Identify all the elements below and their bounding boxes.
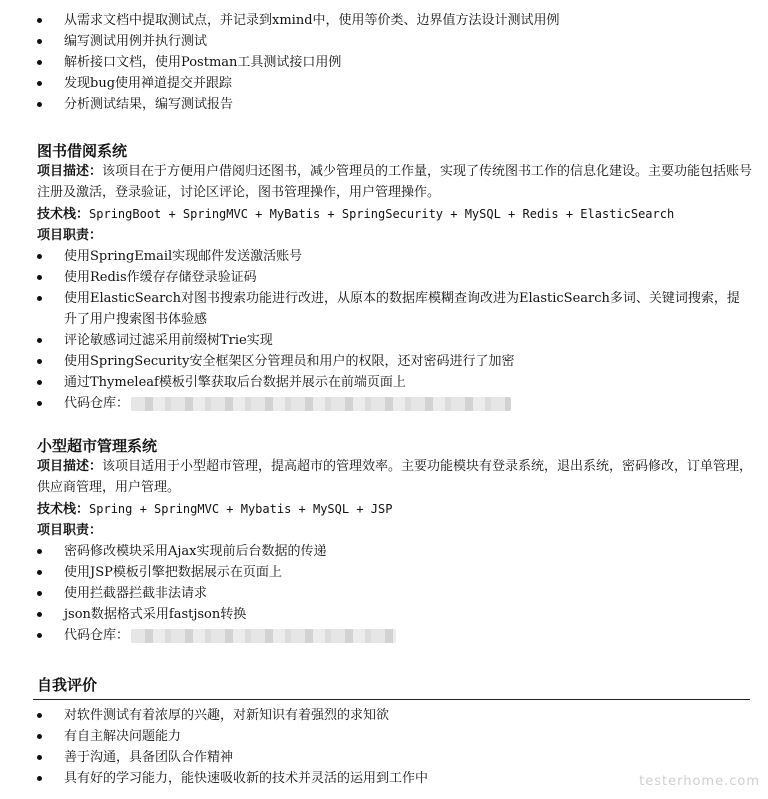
- repo-label: 代码仓库：: [64, 396, 130, 411]
- bullet-icon: [37, 296, 42, 301]
- tech-stack: [37, 204, 753, 225]
- list-item: 具有好的学习能力，能快速吸收新的技术并灵活的运用到工作中: [0, 768, 768, 789]
- list-item: 使用拦截器拦截非法请求: [0, 583, 768, 604]
- list-item: json数据格式采用fastjson转换: [0, 604, 768, 625]
- bullet-icon: [37, 338, 42, 343]
- top-duty-list: [0, 10, 768, 115]
- redacted-repo-link: [131, 629, 396, 643]
- bullet-icon: [37, 591, 42, 596]
- description-text: 该项目适用于小型超市管理，提高超市的管理效率。主要功能模块有登录系统，退出系统，密码修改，订单管理，供应商管理，用户管理。: [37, 459, 753, 495]
- list-item: 分析测试结果，编写测试报告: [0, 94, 768, 115]
- bullet-icon: [37, 254, 42, 259]
- list-item: 使用Redis作缓存存储登录验证码: [0, 267, 768, 288]
- list-item: [0, 625, 768, 646]
- list-item: 对软件测试有着浓厚的兴趣，对新知识有着强烈的求知欲: [0, 705, 768, 726]
- description-label: 项目描述：: [37, 164, 103, 179]
- section-divider: [33, 699, 750, 700]
- bullet-icon: [37, 60, 42, 65]
- project-description: [37, 161, 753, 203]
- bullet-icon: [37, 401, 42, 406]
- project-description: [37, 456, 753, 498]
- project-title: 小型超市管理系统: [37, 437, 158, 455]
- tech-stack-text: SpringBoot + SpringMVC + MyBatis + SpringSecurity + MySQL + Redis + ElasticSearch: [89, 207, 675, 221]
- redacted-repo-link: [131, 397, 511, 411]
- tech-stack-text: Spring + SpringMVC + Mybatis + MySQL + JSP: [89, 502, 393, 516]
- watermark: testerhome.com: [639, 774, 760, 789]
- list-item: 使用JSP模板引擎把数据展示在页面上: [0, 562, 768, 583]
- section-title: 自我评价: [37, 676, 98, 694]
- duty-heading: 项目职责：: [37, 228, 103, 243]
- project-title: 图书借阅系统: [37, 142, 128, 160]
- list-item: 从需求文档中提取测试点，并记录到xmind中，使用等价类、边界值方法设计测试用例: [0, 10, 768, 31]
- bullet-icon: [37, 570, 42, 575]
- tech-stack-label: 技术栈：: [37, 502, 90, 517]
- list-item: 有自主解决问题能力: [0, 726, 768, 747]
- description-label: 项目描述：: [37, 459, 103, 474]
- bullet-icon: [37, 776, 42, 781]
- bullet-icon: [37, 39, 42, 44]
- repo-label: 代码仓库：: [64, 628, 130, 643]
- list-item: 使用SpringSecurity安全框架区分管理员和用户的权限，还对密码进行了加密: [0, 351, 768, 372]
- list-item: 使用SpringEmail实现邮件发送激活账号: [0, 246, 768, 267]
- list-item: 编写测试用例并执行测试: [0, 31, 768, 52]
- list-item: 善于沟通，具备团队合作精神: [0, 747, 768, 768]
- list-item: 密码修改模块采用Ajax实现前后台数据的传递: [0, 541, 768, 562]
- bullet-icon: [37, 102, 42, 107]
- tech-stack-label: 技术栈：: [37, 207, 90, 222]
- list-item: 解析接口文档，使用Postman工具测试接口用例: [0, 52, 768, 73]
- list-item: 通过Thymeleaf模板引擎获取后台数据并展示在前端页面上: [0, 372, 768, 393]
- bullet-icon: [37, 713, 42, 718]
- bullet-icon: [37, 633, 42, 638]
- bullet-icon: [37, 380, 42, 385]
- bullet-icon: [37, 359, 42, 364]
- duty-heading: 项目职责：: [37, 523, 103, 538]
- bullet-icon: [37, 755, 42, 760]
- bullet-icon: [37, 81, 42, 86]
- list-item: 评论敏感词过滤采用前缀树Trie实现: [0, 330, 768, 351]
- project2-duty-list: [0, 541, 768, 646]
- bullet-icon: [37, 549, 42, 554]
- tech-stack: [37, 499, 753, 520]
- list-item: 使用ElasticSearch对图书搜索功能进行改进，从原本的数据库模糊查询改进为ElasticSearch多词、关键词搜索，提升了用户搜索图书体验感: [0, 288, 768, 330]
- list-item: [0, 393, 768, 414]
- bullet-icon: [37, 734, 42, 739]
- description-text: 该项目在于方便用户借阅归还图书，减少管理员的工作量，实现了传统图书工作的信息化建设。主要功能包括账号注册及激活，登录验证，讨论区评论，图书管理操作，用户管理操作。: [37, 164, 753, 200]
- list-item: 发现bug使用禅道提交并跟踪: [0, 73, 768, 94]
- project1-duty-list: [0, 246, 768, 414]
- bullet-icon: [37, 275, 42, 280]
- bullet-icon: [37, 18, 42, 23]
- bullet-icon: [37, 612, 42, 617]
